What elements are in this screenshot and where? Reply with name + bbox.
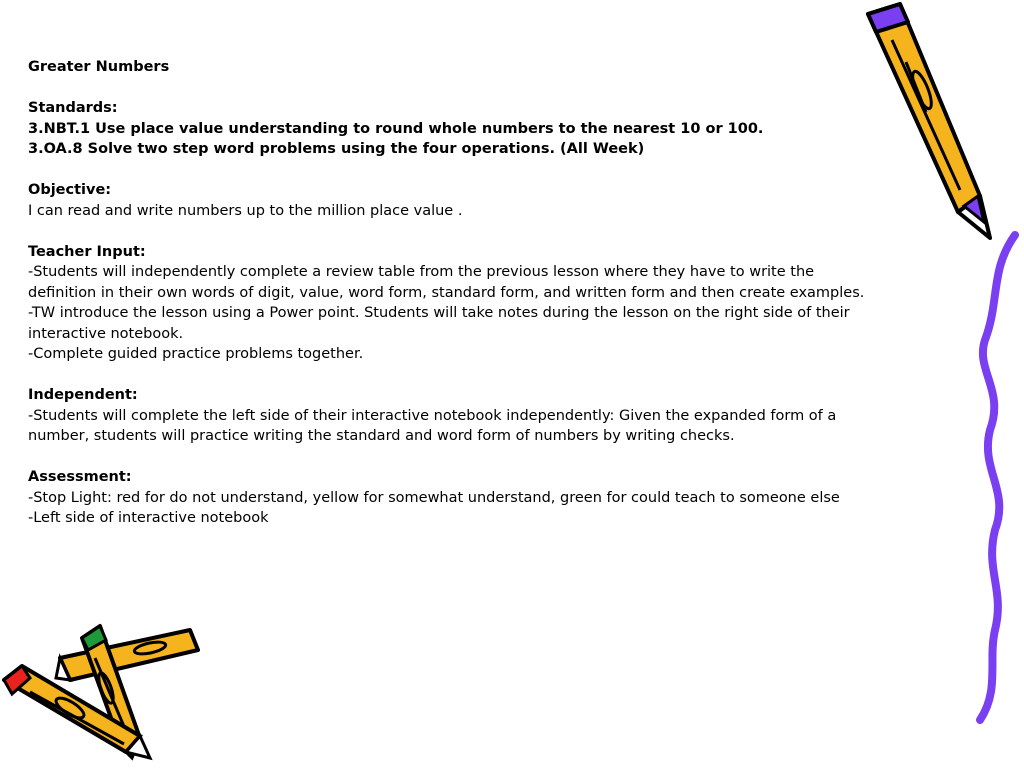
objective-heading: Objective: <box>28 182 112 198</box>
pencil-icon <box>56 630 198 680</box>
page-title: Greater Numbers <box>28 59 170 75</box>
crossed-pencils-clipart <box>0 618 210 763</box>
teacher-input-item: -TW introduce the lesson using a Power point. Students will take notes during the lesson on the right side of their interactive notebook. <box>28 305 850 342</box>
independent-text: -Students will complete the left side of their interactive notebook independently: Given the expanded form of a number, students will practice writing the standard and word form of numbers by writing checks. <box>28 407 837 444</box>
pencil-clipart-large <box>860 0 1010 245</box>
assessment-item: -Stop Light: red for do not understand, yellow for somewhat understand, green for could teach to someone else <box>28 489 840 506</box>
standard-item: 3.NBT.1 Use place value understanding to round whole numbers to the nearest 10 or 100. <box>28 120 764 137</box>
lesson-plan-text <box>28 57 868 529</box>
teacher-input-heading: Teacher Input: <box>28 243 146 260</box>
objective-text: I can read and write numbers up to the million place value . <box>28 202 463 219</box>
teacher-input-item: -Students will independently complete a review table from the previous lesson where they have to write the definition in their own words of digit, value, word form, standard form, and written form and then create examples. <box>28 264 865 301</box>
standard-item: 3.OA.8 Solve two step word problems using the four operations. (All Week) <box>28 141 645 157</box>
independent-heading: Independent: <box>28 387 138 403</box>
squiggle-decoration <box>960 230 1024 730</box>
pencil-icon <box>868 4 990 238</box>
standards-heading: Standards: <box>28 100 118 116</box>
assessment-heading: Assessment: <box>28 469 132 485</box>
teacher-input-item: -Complete guided practice problems together. <box>28 346 364 362</box>
assessment-item: -Left side of interactive notebook <box>28 510 269 526</box>
